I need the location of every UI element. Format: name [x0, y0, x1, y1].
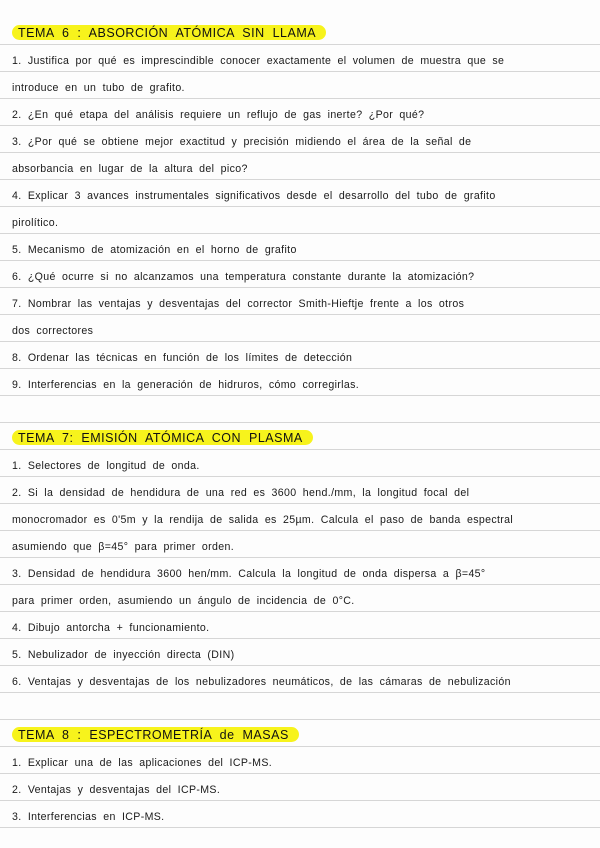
question-line: 1. Justifica por qué es imprescindible conocer exactamente el volumen de muestra que se: [0, 45, 600, 72]
question-line: 3. ¿Por qué se obtiene mejor exactitud y precisión midiendo el área de la señal de: [0, 126, 600, 153]
question-line: asumiendo que β=45° para primer orden.: [0, 531, 600, 558]
blank-line: [0, 693, 600, 720]
question-line: absorbancia en lugar de la altura del pico?: [0, 153, 600, 180]
question-line: 2. ¿En qué etapa del análisis requiere un reflujo de gas inerte? ¿Por qué?: [0, 99, 600, 126]
section-header-row: [0, 720, 600, 747]
tema6-title: TEMA 6 : ABSORCIÓN ATÓMICA SIN LLAMA: [12, 25, 326, 40]
question-line: 4. Dibujo antorcha + funcionamiento.: [0, 612, 600, 639]
question-line: 5. Nebulizador de inyección directa (DIN): [0, 639, 600, 666]
question-line: monocromador es 0'5m y la rendija de salida es 25µm. Calcula el paso de banda espectral: [0, 504, 600, 531]
question-line: 1. Explicar una de las aplicaciones del ICP-MS.: [0, 747, 600, 774]
question-line: pirolítico.: [0, 207, 600, 234]
question-line: 8. Ordenar las técnicas en función de los límites de detección: [0, 342, 600, 369]
question-line: dos correctores: [0, 315, 600, 342]
question-line: 4. Explicar 3 avances instrumentales significativos desde el desarrollo del tubo de grafito: [0, 180, 600, 207]
tema8-title: TEMA 8 : ESPECTROMETRÍA de MASAS: [12, 727, 299, 742]
question-line: 7. Nombrar las ventajas y desventajas del corrector Smith-Hieftje frente a los otros: [0, 288, 600, 315]
question-line: 2. Si la densidad de hendidura de una red es 3600 hend./mm, la longitud focal del: [0, 477, 600, 504]
section-header-row: [0, 423, 600, 450]
question-line: 1. Selectores de longitud de onda.: [0, 450, 600, 477]
question-line: 5. Mecanismo de atomización en el horno de grafito: [0, 234, 600, 261]
section-header-row: [0, 18, 600, 45]
question-line: para primer orden, asumiendo un ángulo de incidencia de 0°C.: [0, 585, 600, 612]
tema7-title: TEMA 7: EMISIÓN ATÓMICA CON PLASMA: [12, 430, 313, 445]
question-line: 6. Ventajas y desventajas de los nebulizadores neumáticos, de las cámaras de nebulización: [0, 666, 600, 693]
blank-line: [0, 396, 600, 423]
question-line: 3. Densidad de hendidura 3600 hen/mm. Calcula la longitud de onda dispersa a β=45°: [0, 558, 600, 585]
question-line: 3. Interferencias en ICP-MS.: [0, 801, 600, 828]
question-line: introduce en un tubo de grafito.: [0, 72, 600, 99]
notes-page: [0, 18, 600, 828]
question-line: 9. Interferencias en la generación de hidruros, cómo corregirlas.: [0, 369, 600, 396]
question-line: 2. Ventajas y desventajas del ICP-MS.: [0, 774, 600, 801]
question-line: 6. ¿Qué ocurre si no alcanzamos una temperatura constante durante la atomización?: [0, 261, 600, 288]
